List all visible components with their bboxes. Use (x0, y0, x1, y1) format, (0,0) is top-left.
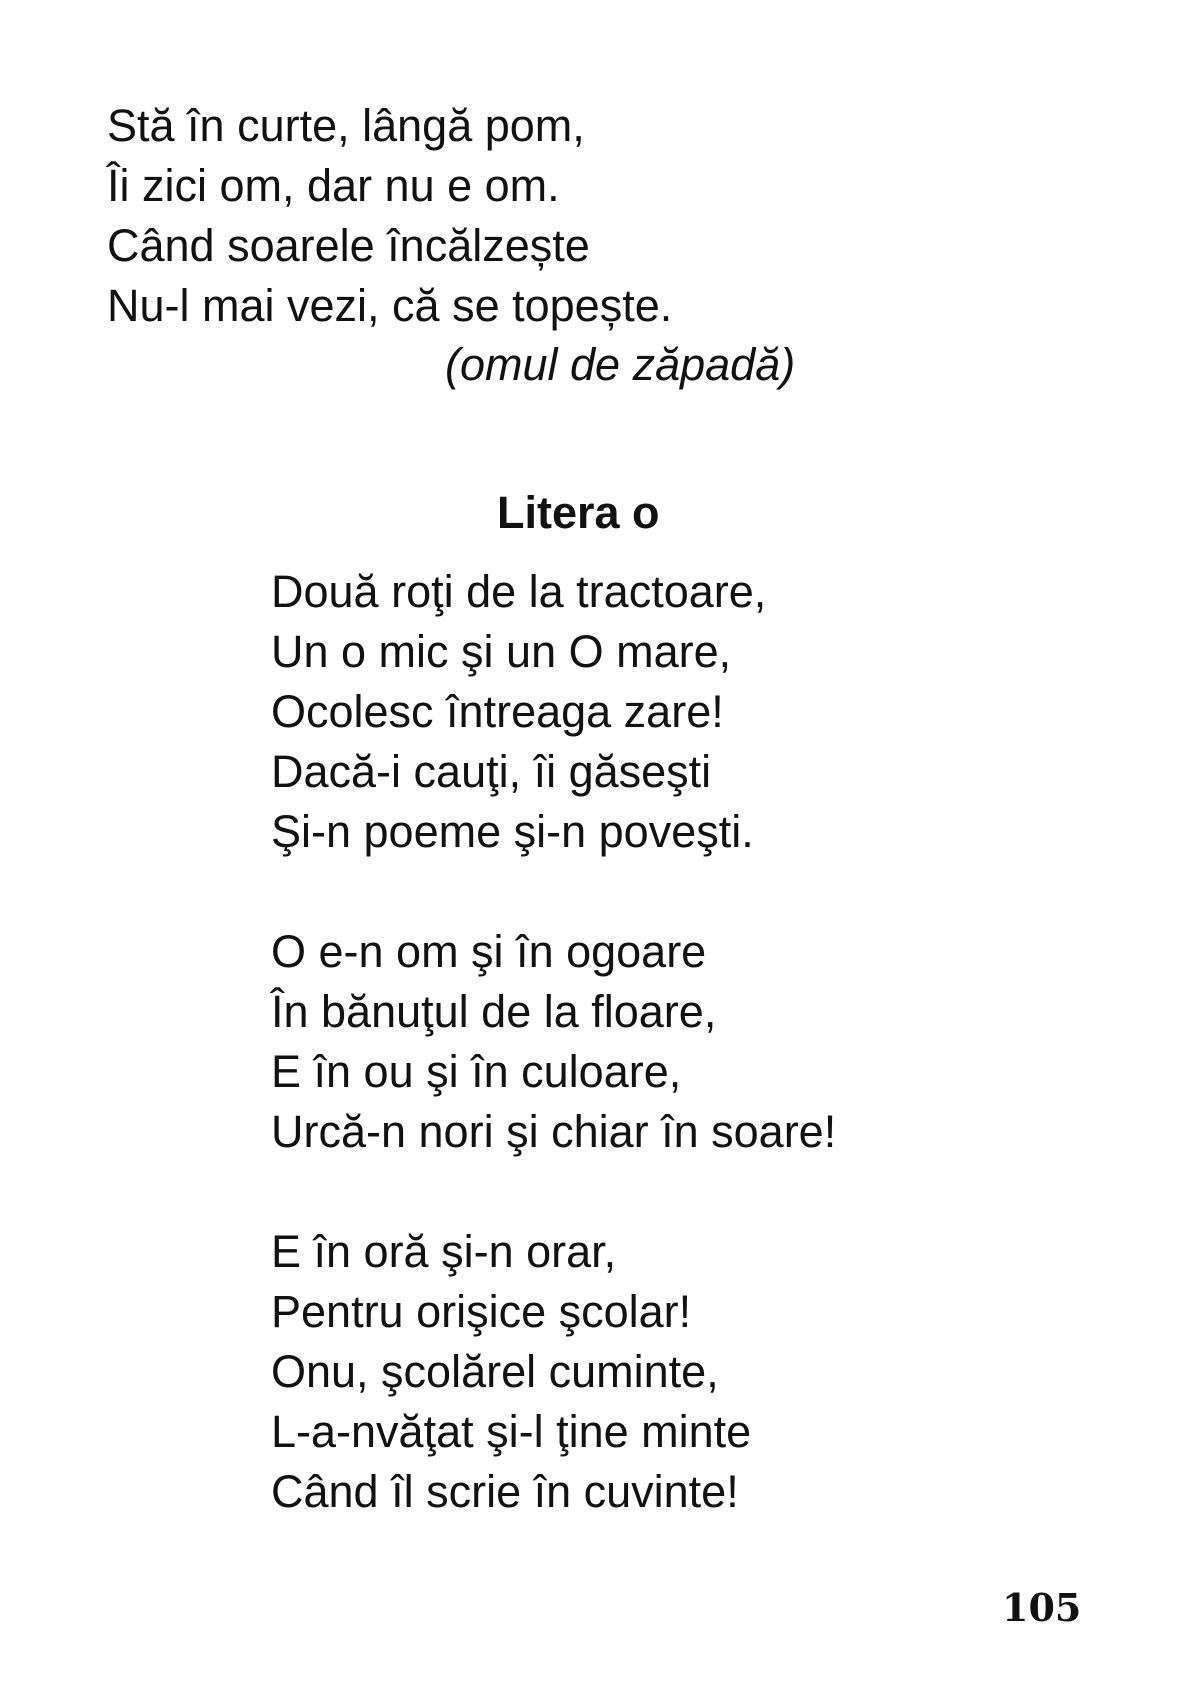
poem-line: Onu, şcolărel cuminte, (271, 1346, 719, 1397)
riddle-line: Îi zici om, dar nu e om. (107, 160, 560, 211)
poem-line: O e-n om şi în ogoare (271, 926, 707, 977)
riddle-line: Nu-l mai vezi, că se topește. (107, 280, 673, 331)
poem-line: E în ou şi în culoare, (271, 1046, 682, 1097)
riddle-line: Stă în curte, lângă pom, (107, 100, 585, 151)
poem-stanza-1 (271, 562, 836, 862)
poem-line: E în oră şi-n orar, (271, 1226, 617, 1277)
page-number: 105 (1002, 1585, 1082, 1630)
riddle-line: Când soarele încălzește (107, 220, 590, 271)
poem-line: Când îl scrie în cuvinte! (271, 1466, 739, 1517)
poem-body (271, 562, 836, 1522)
poem-line: Urcă-n nori şi chiar în soare! (271, 1106, 837, 1157)
riddle-text (107, 96, 672, 336)
poem-line: Un o mic şi un O mare, (271, 626, 732, 677)
poem-line: Pentru orişice şcolar! (271, 1286, 692, 1337)
poem-line: L-a-nvăţat şi-l ţine minte (271, 1406, 752, 1457)
poem-stanza-3 (271, 1222, 836, 1522)
poem-line: În bănuţul de la floare, (271, 986, 717, 1037)
poem-line: Ocolesc întreaga zare! (271, 686, 724, 737)
riddle-answer: (omul de zăpadă) (445, 339, 796, 390)
poem-title: Litera o (497, 487, 660, 538)
poem-line: Două roţi de la tractoare, (271, 566, 767, 617)
poem-line: Dacă-i cauţi, îi găseşti (271, 746, 712, 797)
poem-line: Şi-n poeme şi-n poveşti. (271, 806, 754, 857)
poem-stanza-2 (271, 922, 836, 1162)
